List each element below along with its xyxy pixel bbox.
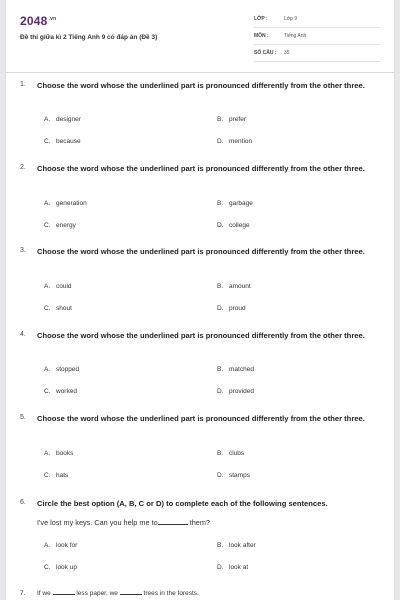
option-a[interactable]: A. designer (44, 116, 81, 123)
option-a[interactable]: A. could (44, 283, 72, 290)
option-d[interactable]: D. provided (217, 388, 254, 395)
option-a[interactable]: A. stopped (44, 366, 80, 373)
option-c[interactable]: C. shout (44, 305, 72, 312)
option-b[interactable]: B. garbage (217, 200, 253, 207)
option-c[interactable]: C. worked (44, 388, 77, 395)
question-text: Choose the word whose the underlined part is pronounced differently from the other three. (37, 81, 365, 90)
option-a[interactable]: A. generation (44, 200, 87, 207)
option-c[interactable]: C. hats (44, 472, 69, 479)
question-text: Choose the word whose the underlined part is pronounced differently from the other three. (37, 331, 365, 340)
meta-row-class: LỚP : Lớp 9 (254, 14, 380, 28)
option-b[interactable]: B. matched (217, 366, 254, 373)
meta-panel (254, 14, 380, 65)
document-title: Đề thi giữa kì 2 Tiếng Anh 9 có đáp án (Đề 3) (20, 34, 158, 41)
answer-blank (158, 524, 188, 525)
question-text: Choose the word whose the underlined part is pronounced differently from the other three. (37, 247, 365, 256)
option-b[interactable]: B. clubs (217, 450, 245, 457)
question-text: Circle the best option (A, B, C or D) to complete each of the following sentences. (37, 499, 328, 508)
document-page: $2048^{.vn}$ Đề thi giữa kì 2 Tiếng Anh 9 có đáp án (Đề 3) LỚP : Lớp 9 MÔN : Tiếng Anh SỐ CÂU : 35 1. Choose the word whose the underlined part is pronounced differently from the other three. A. designer B. prefer C. because D. mention 2. Choose the word whose the underlined part is pronounced differently from the other three. A. generation B. garbage C. energy D. college 3. Choose the word whose the underlined part is pronounced differently from the other three. A. could B. amount C. shout D. proud 4. Choose the word whose the underlined part is pronounced differently from the other three. A. stopped B. matched C. worked D. provided 5. Choose the word whose the underlined part is pronounced differently from the other three. A. books B. clubs C. hats D. stamps 6. Circle the best option (A, B, C or D) to complete each of the following sentences. I've lost my keys. Can you help me to them? A. look for B. look after C. look up D. look at 7. If we less paper, we trees in the forests. (6, 0, 394, 600)
meta-row-subject: MÔN : Tiếng Anh (254, 31, 380, 45)
option-a[interactable]: A. books (44, 450, 74, 457)
option-a[interactable]: A. look for (44, 542, 78, 549)
answer-blank (53, 594, 75, 595)
question-text: Choose the word whose the underlined part is pronounced differently from the other three. (37, 164, 365, 173)
option-b[interactable]: B. amount (217, 283, 251, 290)
option-c[interactable]: C. because (44, 138, 81, 145)
answer-blank (120, 594, 142, 595)
question-7: 7. If we less paper, we trees in the forests. (20, 590, 199, 597)
option-d[interactable]: D. look at (217, 564, 249, 571)
question-sentence: I've lost my keys. Can you help me to them? (37, 518, 210, 527)
meta-row-question-count: SỐ CÂU : 35 (254, 48, 380, 62)
option-d[interactable]: D. stamps (217, 472, 250, 479)
option-d[interactable]: D. college (217, 222, 250, 229)
option-d[interactable]: D. mention (217, 138, 253, 145)
question-text: Choose the word whose the underlined part is pronounced differently from the other three. (37, 414, 365, 423)
site-logo[interactable]: $2048^{.vn}$ (20, 14, 57, 28)
option-b[interactable]: B. look after (217, 542, 256, 549)
option-b[interactable]: B. prefer (217, 116, 246, 123)
option-d[interactable]: D. proud (217, 305, 246, 312)
document-header (6, 0, 394, 73)
option-c[interactable]: C. look up (44, 564, 77, 571)
option-c[interactable]: C. energy (44, 222, 76, 229)
